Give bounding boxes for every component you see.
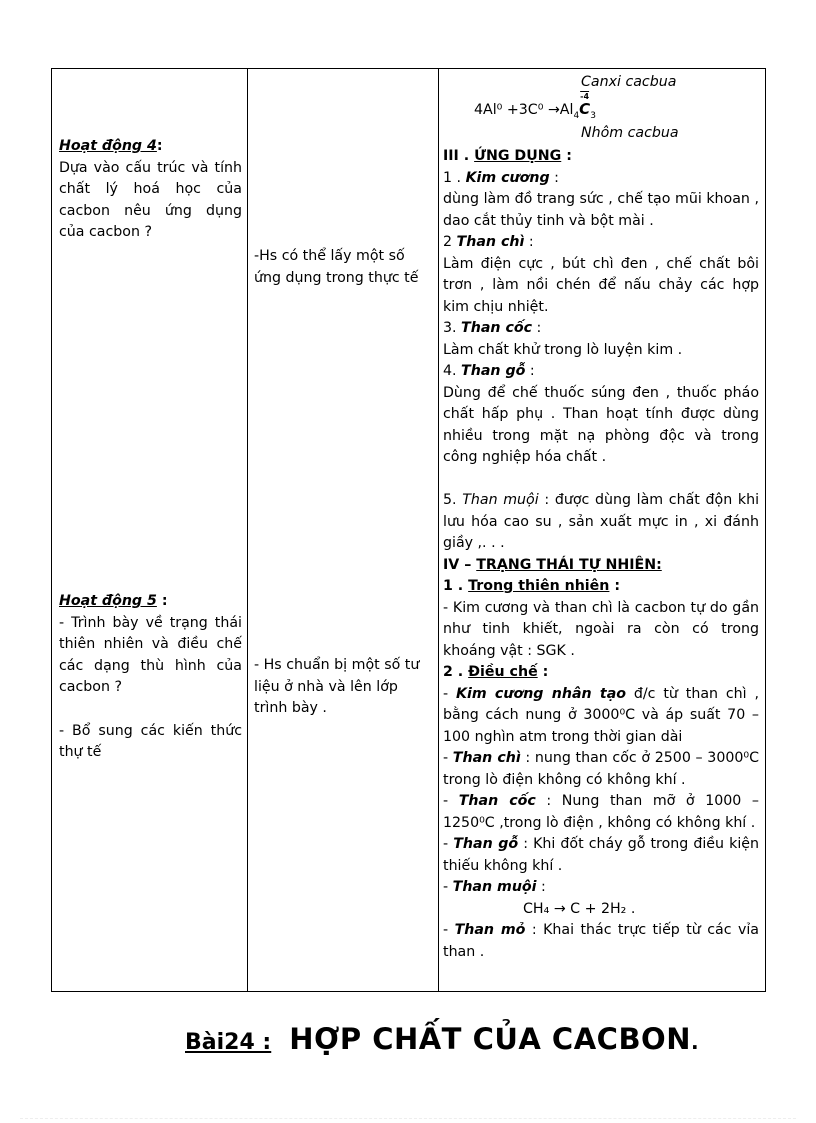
use-2-colon: :	[524, 234, 534, 250]
prep-2	[443, 748, 759, 791]
prep-3	[443, 791, 759, 834]
reaction-left: 4Al⁰ +3C⁰ →Al	[474, 102, 574, 118]
activity-5-text-2: - Bổ sung các kiến thức thự tế	[59, 722, 242, 760]
prep-6-name: Than mỏ	[454, 922, 526, 938]
use-1-heading	[443, 168, 759, 190]
use-2-name: Than chì	[456, 234, 525, 250]
nature-2-num: 2 .	[443, 664, 469, 680]
use-5-paragraph	[443, 490, 759, 555]
content-body	[443, 146, 759, 963]
activity-column	[52, 69, 248, 991]
prep-6	[443, 920, 759, 963]
nature-1-name: Trong thiên nhiên	[468, 578, 610, 594]
prep-4-name: Than gỗ	[453, 836, 519, 852]
use-3-num: 3.	[443, 320, 462, 336]
student-column	[247, 69, 439, 991]
activity-4-text: Dựa vào cấu trúc và tính chất lý hoá học của cacbon nêu ứng dụng của cacbon ?	[59, 159, 242, 240]
prep-5	[443, 877, 759, 899]
reaction-oxidation: -4	[580, 92, 590, 101]
prep-2-dash: -	[443, 750, 453, 766]
activity-4-block	[59, 136, 242, 244]
use-5-text: : được dùng làm chất độn khi lưu hóa cao su , sản xuất mực in , xi đánh giầy ,. . .	[443, 492, 760, 551]
prep-5-dash: -	[443, 879, 453, 895]
activity-5-text-1: - Trình bày về trạng thái thiên nhiên và điều chế các dạng thù hình của cacbon ?	[59, 614, 242, 695]
lesson-table	[51, 68, 766, 992]
use-2-heading	[443, 232, 759, 254]
prep-4-text: : Khi đốt cháy gỗ trong điều kiện thiếu không khí .	[443, 836, 759, 874]
nature-1-colon: :	[609, 578, 621, 594]
use-1-name: Kim cương	[465, 169, 550, 186]
section-4-num: IV –	[443, 556, 477, 573]
student-text-2: - Hs chuẩn bị một số tư liệu ở nhà và lên lớp trình bày .	[254, 657, 420, 716]
use-4-heading	[443, 361, 759, 383]
reaction-carbon: C	[579, 100, 591, 118]
use-2-num: 2	[443, 234, 457, 250]
section-3-num: III .	[443, 148, 475, 164]
nature-1-text: - Kim cương và than chì là cacbon tự do gần như tinh khiết, ngoài ra còn có trong khoáng vật : SGK .	[443, 599, 759, 659]
activity-5-block	[59, 591, 242, 764]
prep-1-text: đ/c từ than chì , bằng cách nung ở 3000⁰C và áp suất 70 – 100 nghìn atm trong thời gian dài	[443, 685, 759, 745]
prep-3-dash: -	[443, 793, 459, 809]
lesson-title-dot: .	[690, 1030, 699, 1054]
nature-2-heading	[443, 662, 759, 684]
section-3-colon: :	[561, 148, 572, 164]
lesson-number: Bài24 :	[185, 1030, 272, 1055]
prep-1-dash: -	[443, 685, 456, 702]
use-4-colon: :	[525, 363, 535, 379]
lesson-heading	[185, 1022, 699, 1056]
prep-3-text: : Nung than mỡ ở 1000 – 1250⁰C ,trong lò điện , không có không khí .	[443, 793, 760, 831]
prep-6-text: : Khai thác trực tiếp từ các vỉa than .	[443, 922, 759, 960]
prep-4	[443, 834, 759, 877]
use-4-text: Dùng để chế thuốc súng đen , thuốc pháo chất hấp phụ . Than hoạt tính được dùng nhiều trong mặt nạ phòng độc và trong công nghiệp hóa chất .	[443, 384, 759, 465]
activity-4-colon: :	[156, 138, 163, 154]
prep-5-formula: CH₄ → C + 2H₂ .	[523, 900, 636, 917]
prep-5-colon: :	[536, 879, 546, 895]
use-3-text: Làm chất khử trong lò luyện kim .	[443, 341, 683, 358]
student-text-1: -Hs có thể lấy một số ứng dụng trong thực tế	[254, 248, 419, 286]
lesson-title: HỢP CHẤT CỦA CACBON	[289, 1022, 691, 1056]
section-4-heading	[443, 555, 759, 577]
activity-5-title: Hoạt động 5	[59, 593, 157, 609]
canxi-cacbua-label: Canxi cacbua	[581, 74, 677, 90]
reaction-sub-3: 3	[590, 110, 596, 121]
use-4-num: 4.	[443, 363, 462, 379]
nature-2-colon: :	[537, 664, 549, 680]
prep-3-name: Than cốc	[458, 793, 536, 809]
prep-1-name: Kim cương nhân tạo	[456, 685, 627, 702]
use-5-name: Than muội	[462, 492, 539, 508]
use-5-num: 5.	[443, 492, 463, 508]
prep-6-dash: -	[443, 922, 455, 938]
use-3-colon: :	[532, 320, 542, 336]
content-column	[438, 69, 765, 991]
page-bottom-line	[20, 1118, 796, 1119]
use-1-text: dùng làm đồ trang sức , chế tạo mũi khoan , dao cắt thủy tinh và bột mài .	[443, 191, 759, 229]
use-1-colon: :	[549, 169, 559, 186]
activity-4-title: Hoạt động 4	[59, 138, 157, 154]
activity-5-colon: :	[156, 593, 168, 609]
section-3-heading	[443, 146, 759, 168]
nature-1-num: 1 .	[443, 578, 469, 594]
reaction-sub-4: 4	[573, 110, 580, 121]
use-1-num: 1 .	[443, 169, 466, 186]
nhom-cacbua-label: Nhôm cacbua	[581, 125, 679, 141]
prep-4-dash: -	[443, 836, 454, 852]
section-4-title: TRẠNG THÁI TỰ NHIÊN:	[476, 556, 662, 573]
use-3-name: Than cốc	[461, 320, 533, 336]
nature-1-heading	[443, 576, 759, 598]
use-3-heading	[443, 318, 759, 340]
section-3-title: ỨNG DỤNG	[474, 148, 562, 164]
prep-5-name: Than muội	[452, 879, 537, 895]
use-4-name: Than gỗ	[461, 363, 526, 379]
prep-1	[443, 684, 759, 749]
use-2-text: Làm điện cực , bút chì đen , chế chất bôi trơn , làm nồi chén để nấu chảy các hợp kim chịu nhiệt.	[443, 255, 759, 315]
prep-2-text: : nung than cốc ở 2500 – 3000⁰C trong lò điện không có không khí .	[443, 750, 759, 788]
reaction-equation	[474, 92, 596, 121]
prep-2-name: Than chì	[452, 750, 521, 766]
nature-2-name: Điều chế	[468, 664, 538, 680]
